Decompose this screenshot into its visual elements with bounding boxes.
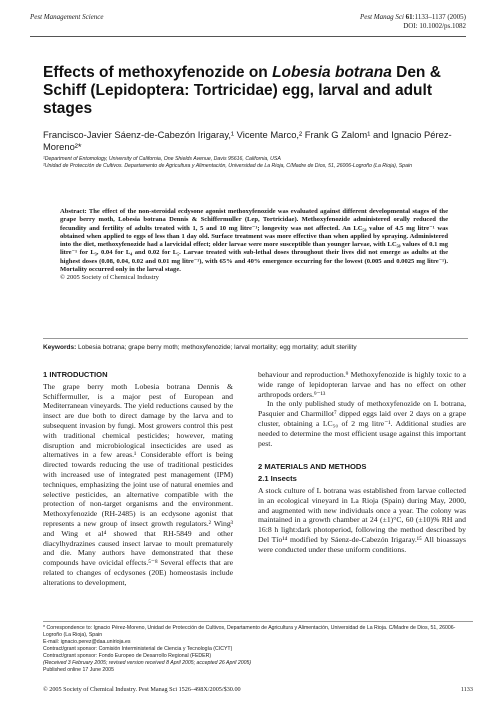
page-number: 1133 [460,686,473,693]
section-heading-introduction: 1 INTRODUCTION [43,370,108,379]
page-footer [43,686,473,693]
abstract-copyright: © 2005 Society of Chemical Industry [60,274,159,282]
right-column [258,370,466,555]
footnote-published: Published online 17 June 2005 [43,667,114,673]
abstract [60,208,448,283]
running-header [30,12,466,37]
keywords-text: Lobesia botrana; grape berry moth; methoxyfenozide; larval mortality; egg mortality; adult sterility [76,344,357,351]
footnotes [43,621,473,674]
affiliations [43,156,468,170]
keywords [43,338,468,352]
intro-paragraph-2: In the only published study of methoxyfenozide on L botrana, Pasquier and Charmillot⁷ dipped eggs laid over 2 days on a grape cluster, obtaining a LC₅₀ of 2 mg litre⁻¹. Additional studies are needed to determine the most efficient usage against this important pest. [258,399,466,448]
intro-paragraph-1: The grape berry moth Lobesia botrana Dennis & Schiffermuller, is a major pest of European and Mediterranean vineyards. The yield reductions caused by the insect are due both to direct damage by the larva and to subsequent invasion by fungi. Most growers control this pest with traditional chemical pesticides; however, mating disruption and microbiological insecticides are used as alternatives in a few areas.¹ Considerable effort is being directed towards reducing the use of traditional pesticides with increased use of integrated pest management (IPM) techniques, emphasizing the joint use of natural enemies and selective pesticides, an alternative compatible with the protection of non-target organisms and the environment. Methoxyfenozide (RH-2485) is an ecdysone agonist that represents a new group of insect growth regulators.² Wing³ and Wing et al⁴ showed that RH-5849 and other diacylhydrazines caused insect larvae to moult prematurely and die. Many authors have demonstrated that these compounds have ovicidal effects.⁵⁻⁸ Several effects that are related to changes of ecdysones (20E) homeostasis include alterations to development, [43,381,233,587]
citation-pages: :1133–1137 (2005) [412,13,466,21]
footnote-grant-2: Contract/grant sponsor: Fondo Europeo de Desarrollo Regional (FEDER) [43,653,212,659]
abstract-text: Abstract: The effect of the non-steroidal ecdysone agonist methoxyfenozide was evaluated against different developmental stages of the grape berry moth, Lobesia botrana Dennis & Schiffermuller (Lep, Tortricidae). Methoxyfenozide administered orally reduced the fecundity and fertility of adults treated with 1, 5 and 10 mg litre⁻¹; longevity was not affected. An LC₅₀ value of 4.5 mg litre⁻¹ was obtained when applied to eggs of less than 1 day old. Surface treatment was more effective than when applied by spraying. Administered into the diet, methoxyfenozide had a larvicidal effect; older larvae were more susceptible than younger larvae, with LC₅₀ values of 0.1 mg litre⁻¹ for L₃, 0.04 for L₄ and 0.02 for L₅. Larvae treated with sub-lethal doses throughout their lives did not emerge as adults at the highest doses (0.08, 0.04, 0.02 and 0.01 mg litre⁻¹), with 65% and 40% emergence occurring for the lowest (0.005 and 0.0025 mg litre⁻¹). Mortality occurred only in the larval stage. [60,208,448,274]
affiliation-2: ²Unidad de Protección de Cultivos. Departamento de Agricultura y Alimentación, Universidad de La Rioja, C/Madre de Dios, 51, 26006-Logroño (La Rioja), Spain [43,163,412,170]
journal-name: Pest Management Science [30,13,104,21]
left-column [43,370,233,588]
doi: DOI: 10.1002/ps.1082 [403,22,466,30]
footnote-email: E-mail: ignacio.perez@daa.unirioja.es [43,639,131,645]
footnote-correspondence: * Correspondence to: Ignacio Pérez-Moreno, Unidad de Protección de Cultivos, Departamento de Agricultura y Alimentación, Universidad de La Rioja. C/Madre de Dios, 51, 26006-Logroño (La Rioja), Spain [43,625,456,638]
citation [360,13,466,31]
keywords-label: Keywords: [43,344,77,351]
citation-volume: 61 [405,13,413,21]
author-list: Francisco-Javier Sáenz-de-Cabezón Irigaray,¹ Vicente Marco,² Frank G Zalom¹ and Ignacio Pérez-Moreno²* [43,129,452,152]
intro-paragraph-1-continued: behaviour and reproduction.⁹ Methoxyfenozide is highly toxic to a wide range of lepidopteran larvae and has no effect on other arthropods orders.⁹⁻¹³ [258,370,466,399]
article-title: Effects of methoxyfenozide on Lobesia botrana Den & Schiff (Lepidoptera: Tortricidae) egg, larval and adult stages [43,64,441,117]
title-species: Lobesia botrana [272,64,392,81]
insects-paragraph: A stock culture of L botrana was established from larvae collected in an ecological vineyard in La Rioja (Spain) during May, 2000, and augmented with new individuals once a year. The colony was maintained in a growth chamber at 24 (±1)°C, 60 (±10)% RH and 16:8 h light:dark photoperiod, following the method described by Del Tío¹⁴ modified by Sáenz-de-Cabezón Irigaray.¹⁵ All bioassays were conducted under these uniform conditions. [258,485,466,554]
footnote-received: (Received 3 February 2005; revised version received 8 April 2005; accepted 26 April 2005) [43,660,252,666]
footer-copyright: © 2005 Society of Chemical Industry. Pest Manag Sci 1526–498X/2005/$30.00 [43,686,241,693]
section-heading-methods: 2 MATERIALS AND METHODS [258,462,367,472]
affiliation-1: ¹Department of Entomology, University of California, One Shields Avenue, Davis 95616, California, USA [43,156,281,162]
footnote-grant-1: Contract/grant sponsor: Comisión Interministerial de Ciencia y Tecnología (CICYT) [43,646,233,652]
subsection-heading-insects: 2.1 Insects [258,474,297,484]
citation-journal: Pest Manag Sci [359,13,404,21]
